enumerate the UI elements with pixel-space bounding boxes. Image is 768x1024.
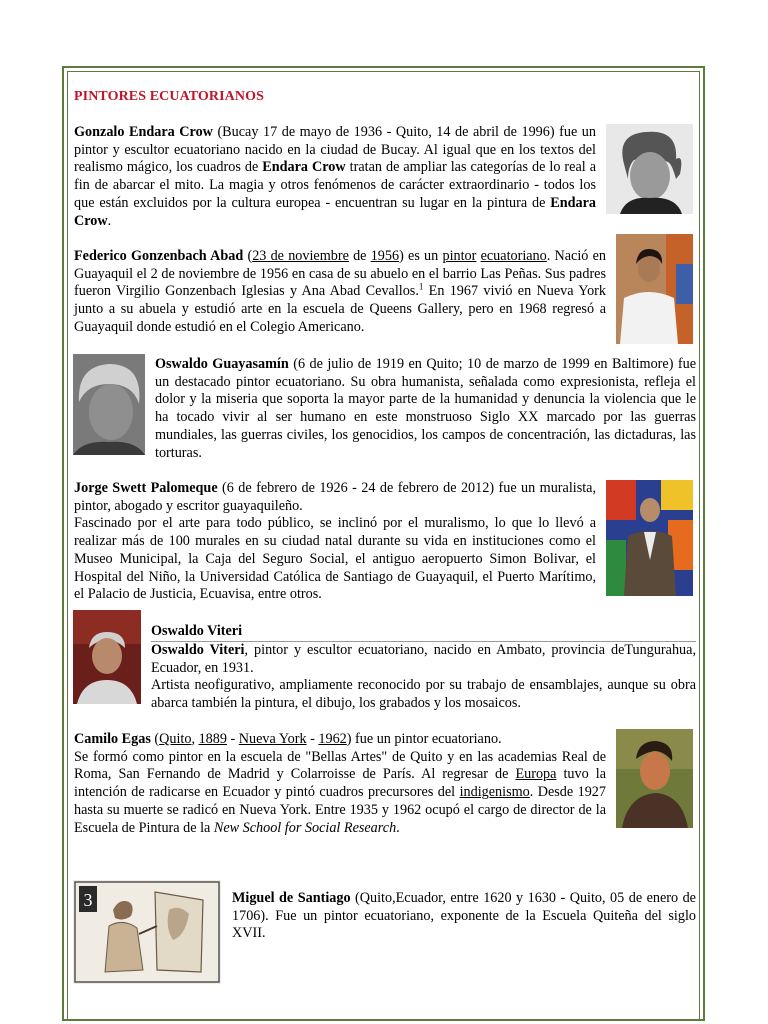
link[interactable]: pintor	[442, 248, 477, 264]
painter-entry-viteri: Oswaldo Viteri, pintor y escultor ecuatoriano, nacido en Ambato, provincia deTungurahua, Ecuador, en 1931. Artista neofigurativo, ampliamente reconocido por su trabajo de ensamblajes, aunque su obra abarca también la pintura, el dibujo, los grabados y los mosaicos.	[151, 642, 696, 712]
link[interactable]: 1962	[318, 731, 347, 747]
painter-entry-gonzenbach: Federico Gonzenbach Abad (23 de noviembre de 1956) es un pintor ecuatoriano. Nació en Guayaquil el 2 de noviembre de 1956 en casa de su abuelo en el barrio Las Peñas. Sus padres fueron Virgilio Gonzenbach Iglesias y Ana Abad Cevallos.$^1$ En 1967 vivió en Nueva York junto a su abuela y estudió arte en la escuela de Queens Gallery, pero en 1968 regresó a Guayaquil donde estudió en el Colegio Americano.	[74, 248, 606, 335]
link[interactable]: 1889	[198, 731, 227, 747]
painter-entry-egas: Camilo Egas (Quito, 1889 - Nueva York - 1962) fue un pintor ecuatoriano. Se formó como pintor en la escuela de "Bellas Artes" de Quito y en las academias Real de Roma, San Fernando de Madrid y Colarroisse de París. Al regresar de Europa tuvo la intención de radicarse en Ecuador y pintó cuadros precursores del indigenismo. Desde 1927 hasta su muerte se radicó en Nueva York. Entre 1935 y 1962 ocupó el cargo de director de la Escuela de Pintura de la New School for Social Research.	[74, 731, 606, 836]
link[interactable]: 1956	[370, 248, 400, 264]
painter-name: Camilo Egas	[74, 731, 151, 747]
painter-name: Miguel de Santiago	[232, 890, 351, 906]
painter-entry-swett: Jorge Swett Palomeque (6 de febrero de 1926 - 24 de febrero de 2012) fue un muralista, pintor, abogado y escritor guayaquileño. Fascinado por el arte para todo público, se inclinó por el muralismo, lo que lo llevó a realizar más de 100 murales en su ciudad natal durante su vida en instituciones como el Museo Municipal, la Caja del Seguro Social, el antiguo aeropuerto Simon Bolivar, el Hospital del Niño, la Universidad Católica de Santiago de Guayaquil, el Puerto Marítimo, el Palacio de Justicia, Ecuavisa, entre otros.	[74, 480, 597, 603]
svg-text:3: 3	[83, 890, 93, 910]
section-heading: Oswaldo Viteri	[151, 623, 696, 642]
painter-entry-guayasamin: Oswaldo Guayasamín (6 de julio de 1919 en Quito; 10 de marzo de 1999 en Baltimore) fue un destacado pintor ecuatoriano. Su obra humanista, señalada como expresionista, refleja el dolor y la miseria que soporta la mayor parte de la humanidad y denuncia la violencia que le ha tocado vivir al ser humano en este monstruoso Siglo XX marcado por las guerras mundiales, las guerras civiles, los genocidios, los campos de concentración, las dictaduras, las torturas.	[155, 356, 697, 461]
painter-name: Oswaldo Guayasamín	[155, 356, 289, 372]
link[interactable]: Europa	[515, 766, 557, 783]
painter-name: Jorge Swett Palomeque	[74, 480, 218, 496]
portrait-photo	[606, 480, 693, 596]
portrait-painting	[616, 729, 693, 828]
page-title: PINTORES ECUATORIANOS	[74, 89, 264, 104]
painter-entry-endara: Gonzalo Endara Crow (Bucay 17 de mayo de 1936 - Quito, 14 de abril de 1996) fue un pintor y escultor ecuatoriano nacido en la ciudad de Bucay. Al igual que en los textos del realismo mágico, los cuadros de Endara Crow tratan de ampliar las categorías de lo real a fin de abarcar el mito. La magia y otros fenómenos de carácter extraordinario - todos los que están excluidos por la cultura europea - encuentran su lugar en la pintura de Endara Crow.	[74, 124, 596, 229]
portrait-photo	[616, 234, 693, 344]
portrait-photo	[73, 354, 145, 455]
link[interactable]: indigenismo	[459, 784, 530, 801]
link[interactable]: Nueva York	[238, 731, 307, 747]
drawing-illustration	[73, 880, 221, 984]
painter-name: Oswaldo Viteri	[151, 642, 245, 658]
link[interactable]: ecuatoriano	[480, 248, 547, 264]
footnote-marker[interactable]: 1	[418, 281, 424, 292]
portrait-photo	[73, 610, 141, 704]
link[interactable]: 23 de noviembre	[252, 248, 349, 264]
link[interactable]: Quito	[159, 731, 192, 747]
portrait-photo	[606, 124, 693, 214]
painter-name: Federico Gonzenbach Abad	[74, 248, 244, 264]
painter-entry-santiago: Miguel de Santiago (Quito,Ecuador, entre 1620 y 1630 - Quito, 05 de enero de 1706). Fue un pintor ecuatoriano, exponente de la Escuela Quiteña del siglo XVII.	[232, 890, 696, 942]
painter-name: Gonzalo Endara Crow	[74, 124, 213, 140]
